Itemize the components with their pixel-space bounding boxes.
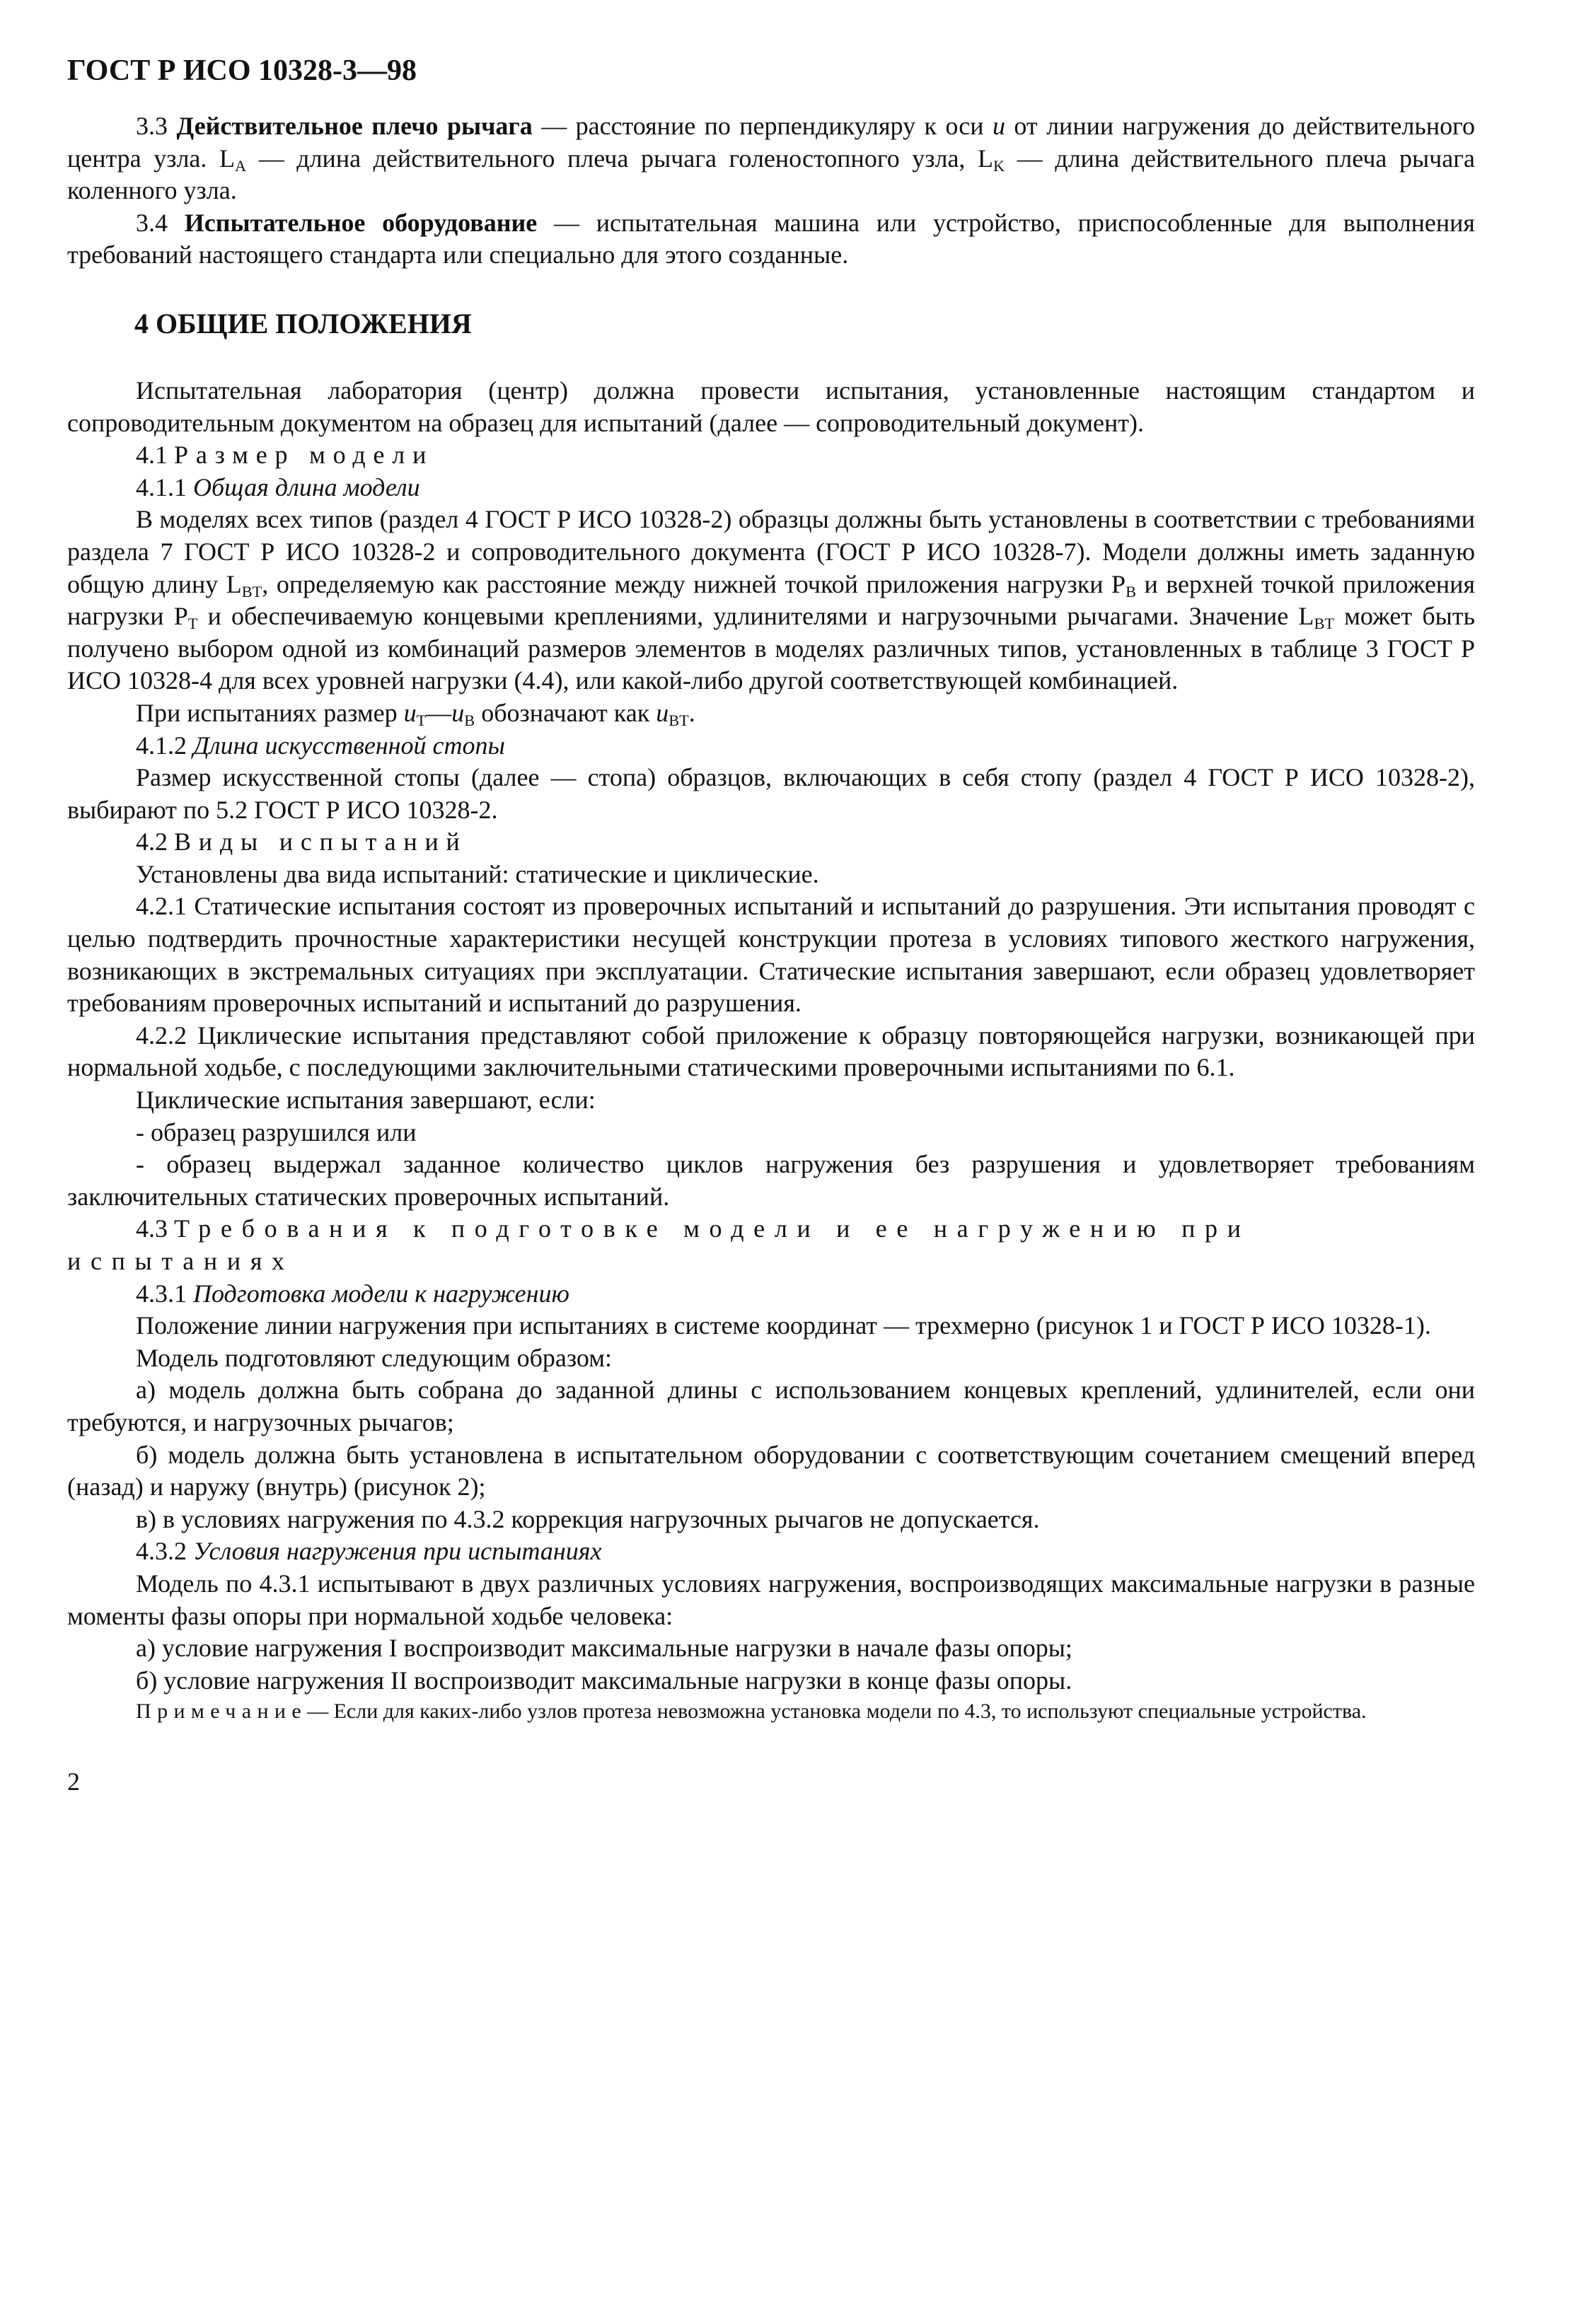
document-header: ГОСТ Р ИСО 10328-3—98	[67, 54, 417, 87]
clause-4-2-2: 4.2.2 Циклические испытания представляют собой приложение к образцу повторяющейся нагрузки, возникающей при нормальной ходьбе, с последующими заключительными статическими проверочными испытаниями по 6.1.	[67, 1021, 1475, 1082]
clause-4-3-1-item-a: а) модель должна быть собрана до заданной длины с использованием концевых креплений, удлинителей, если они требуются, и нагрузочных рычагов;	[67, 1376, 1475, 1436]
clause-4-3-2-p1: Модель по 4.3.1 испытывают в двух различных условиях нагружения, воспроизводящих максимальные нагрузки в разные моменты фазы опоры при нормальной ходьбе человека:	[67, 1569, 1475, 1630]
clause-4-3-2-item-a: а) условие нагружения I воспроизводит максимальные нагрузки в начале фазы опоры;	[136, 1634, 1072, 1663]
note-text: — Если для каких-либо узлов протеза невозможна установка модели по 4.3, то используют специальные устройства.	[307, 1700, 1367, 1724]
clause-4-3-1-item-b: б) модель должна быть установлена в испытательном оборудовании с соответствующим сочетанием смещений вперед (назад) и наружу (внутрь) (рисунок 2);	[67, 1440, 1475, 1501]
clause-3-3: 3.3 Действительное плечо рычага — расстояние по перпендикуляру к оси u от линии нагружения до действительного центра узла. $L_A$ — длина действительного плеча рычага голеностопного узла, $L_K$ — длина действительного плеча рычага коленного узла.	[67, 112, 1476, 205]
clause-4-2-title: 4.2 Виды испытаний	[136, 827, 468, 856]
document-page	[67, 51, 1475, 1798]
clause-3-4: 3.4 Испытательное оборудование — испытательная машина или устройство, приспособленные для выполнения требований настоящего стандарта или специально для этого созданные.	[67, 208, 1475, 269]
clause-4-3-2-title: 4.3.2 Условия нагружения при испытаниях	[136, 1537, 602, 1566]
clause-4-1-1-title: 4.1.1 Общая длина модели	[136, 472, 420, 501]
clause-4-2-text: Установлены два вида испытаний: статические и циклические.	[136, 859, 819, 888]
clause-4-1-1-dimension: При испытаниях размер $u_T—u_B$ обозначают как $u_{BT}$.	[136, 698, 695, 730]
clause-4-3-2-item-b: б) условие нагружения II воспроизводит максимальные нагрузки в конце фазы опоры.	[136, 1666, 1072, 1695]
clause-4-1-title: 4.1 Размер модели	[136, 441, 434, 470]
section-4-heading: 4 ОБЩИЕ ПОЛОЖЕНИЯ	[134, 307, 472, 339]
clause-4-3-title: 4.3 Требования к подготовке модели и ее нагружению при испытаниях	[67, 1214, 1251, 1275]
clause-4-1-2-text: Размер искусственной стопы (далее — стопа) образцов, включающих в себя стопу (раздел 4 ГОСТ Р ИСО 10328-2), выбирают по 5.2 ГОСТ Р ИСО 10328-2.	[67, 763, 1475, 824]
note	[67, 1697, 1475, 1726]
term-effective-lever-arm: Действительное плечо рычага	[176, 112, 533, 140]
term-test-equipment: Испытательное оборудование	[184, 208, 538, 237]
note-label: Примечание	[136, 1700, 308, 1724]
clause-4-3-1-p2: Модель подготовляют следующим образом:	[136, 1343, 612, 1372]
cyclic-end-item-1: - образец разрушился или	[136, 1117, 417, 1146]
clause-4-1-2-title: 4.1.2 Длина искусственной стопы	[136, 731, 505, 760]
cyclic-end-item-2: - образец выдержал заданное количество циклов нагружения без разрушения и удовлетворяет требованиям заключительных статических проверочных испытаний.	[67, 1150, 1475, 1211]
clause-4-3-1-item-c: в) в условиях нагружения по 4.3.2 коррекция нагрузочных рычагов не допускается.	[136, 1504, 1040, 1533]
clause-4-1-1-text: В моделях всех типов (раздел 4 ГОСТ Р ИСО 10328-2) образцы должны быть установлены в соответствии с требованиями раздела 7 ГОСТ Р ИСО 10328-2 и сопроводительного документа (ГОСТ Р ИСО 10328-7). Модели должны иметь заданную общую длину $L_{BT}$, определяемую как расстояние между нижней точкой приложения нагрузки $P_B$ и верхней точкой приложения нагрузки $P_T$ и обеспечиваемую концевыми креплениями, удлинителями и нагрузочными рычагами. Значение $L_{BT}$ может быть получено выбором одной из комбинаций размеров элементов в моделях различных типов, установленных в таблице 3 ГОСТ Р ИСО 10328-4 для всех уровней нагрузки (4.4), или какой-либо другой соответствующей комбинацией.	[67, 505, 1476, 695]
section-4-intro: Испытательная лаборатория (центр) должна провести испытания, установленные настоящим стандартом и сопроводительным документом на образец для испытаний (далее — сопроводительный документ).	[67, 376, 1475, 437]
clause-4-2-1: 4.2.1 Статические испытания состоят из проверочных испытаний и испытаний до разрушения. Эти испытания проводят с целью подтвердить прочностные характеристики несущей конструкции протеза в условиях типового жесткого нагружения, возникающих в экстремальных ситуациях при эксплуатации. Статические испытания завершают, если образец удовлетворяет требованиям проверочных испытаний и испытаний до разрушения.	[67, 892, 1475, 1018]
clause-4-3-1-title: 4.3.1 Подготовка модели к нагружению	[136, 1279, 569, 1308]
cyclic-end-lead: Циклические испытания завершают, если:	[136, 1086, 596, 1115]
clause-4-3-1-p1: Положение линии нагружения при испытаниях в системе координат — трехмерно (рисунок 1 и ГОСТ Р ИСО 10328-1).	[136, 1311, 1431, 1340]
page-number: 2	[67, 1767, 80, 1796]
